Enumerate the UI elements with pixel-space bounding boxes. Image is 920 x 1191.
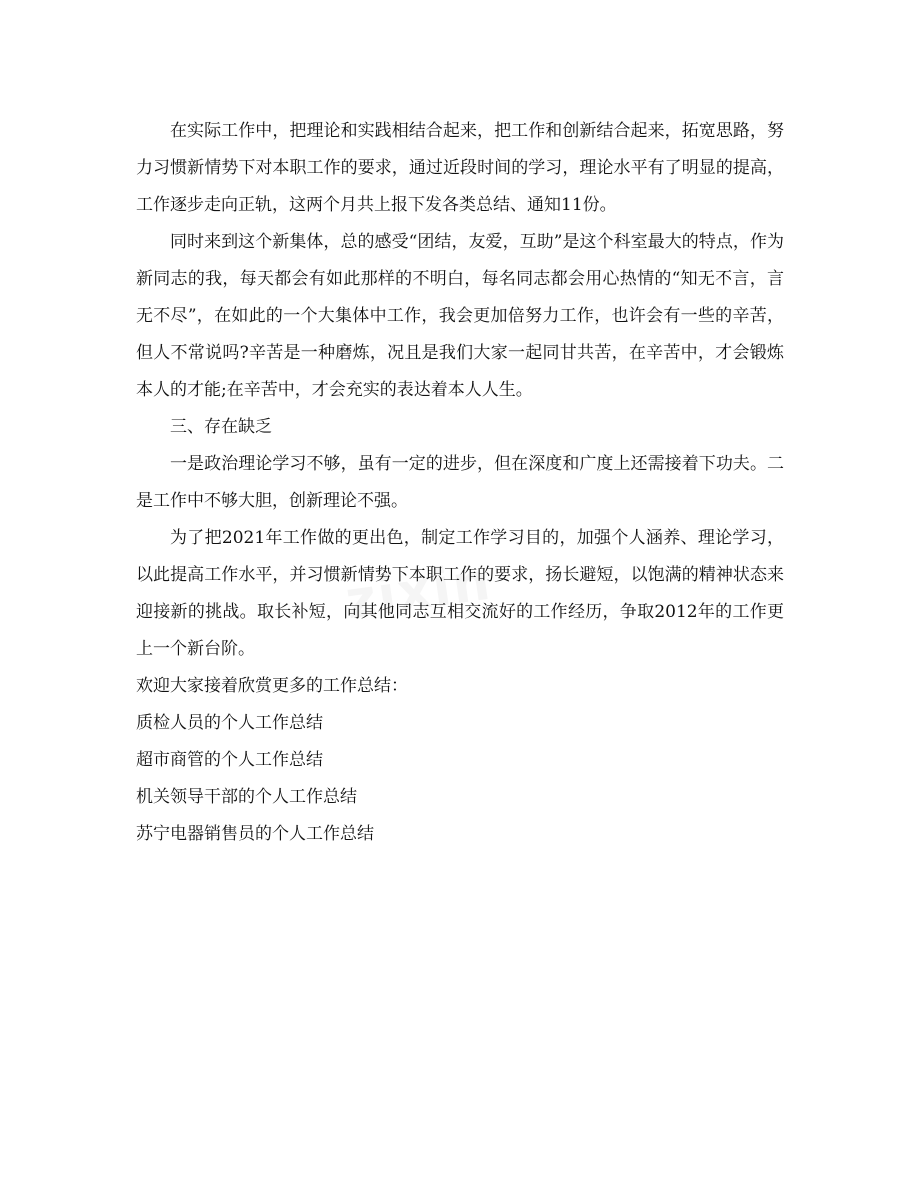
section-heading-shortcomings: 三、存在缺乏 [170, 417, 272, 437]
document-body [136, 113, 784, 853]
paragraph-shortcomings: 一是政治理论学习不够，虽有一定的进步，但在深度和广度上还需接着下功夫。二是工作中不够大胆，创新理论不强。 [136, 454, 784, 511]
related-link-supermarket-management[interactable]: 超市商管的个人工作总结 [136, 750, 323, 770]
paragraph-plan: 为了把2021年工作做的更出色，制定工作学习目的，加强个人涵养、理论学习，以此提高工作水平，并习惯新情势下本职工作的要求，扬长避短，以饱满的精神状态来迎接新的挑战。取长补短，向其他同志互相交流好的工作经历，争取2012年的工作更上一个新台阶。 [136, 528, 784, 659]
related-link-suning-sales[interactable]: 苏宁电器销售员的个人工作总结 [136, 824, 374, 844]
related-links-list [136, 705, 784, 853]
related-link-quality-inspector[interactable]: 质检人员的个人工作总结 [136, 713, 323, 733]
paragraph-team-feeling: 同时来到这个新集体，总的感受“团结，友爱，互助”是这个科室最大的特点，作为新同志的我，每天都会有如此那样的不明白，每名同志都会用心热情的“知无不言，言无不尽”，在如此的一个大集体中工作，我会更加倍努力工作，也许会有一些的辛苦，但人不常说吗?辛苦是一种磨炼，况且是我们大家一起同甘共苦，在辛苦中，才会锻炼本人的才能;在辛苦中，才会充实的表达着本人人生。 [136, 232, 784, 400]
list-item [136, 779, 784, 816]
more-summaries-intro: 欢迎大家接着欣赏更多的工作总结： [136, 676, 408, 696]
list-item [136, 705, 784, 742]
list-item [136, 816, 784, 853]
paragraph-work-practice: 在实际工作中，把理论和实践相结合起来，把工作和创新结合起来，拓宽思路，努力习惯新情势下对本职工作的要求，通过近段时间的学习，理论水平有了明显的提高，工作逐步走向正轨，这两个月共上报下发各类总结、通知11份。 [136, 121, 784, 215]
list-item [136, 742, 784, 779]
related-link-government-leader[interactable]: 机关领导干部的个人工作总结 [136, 787, 357, 807]
